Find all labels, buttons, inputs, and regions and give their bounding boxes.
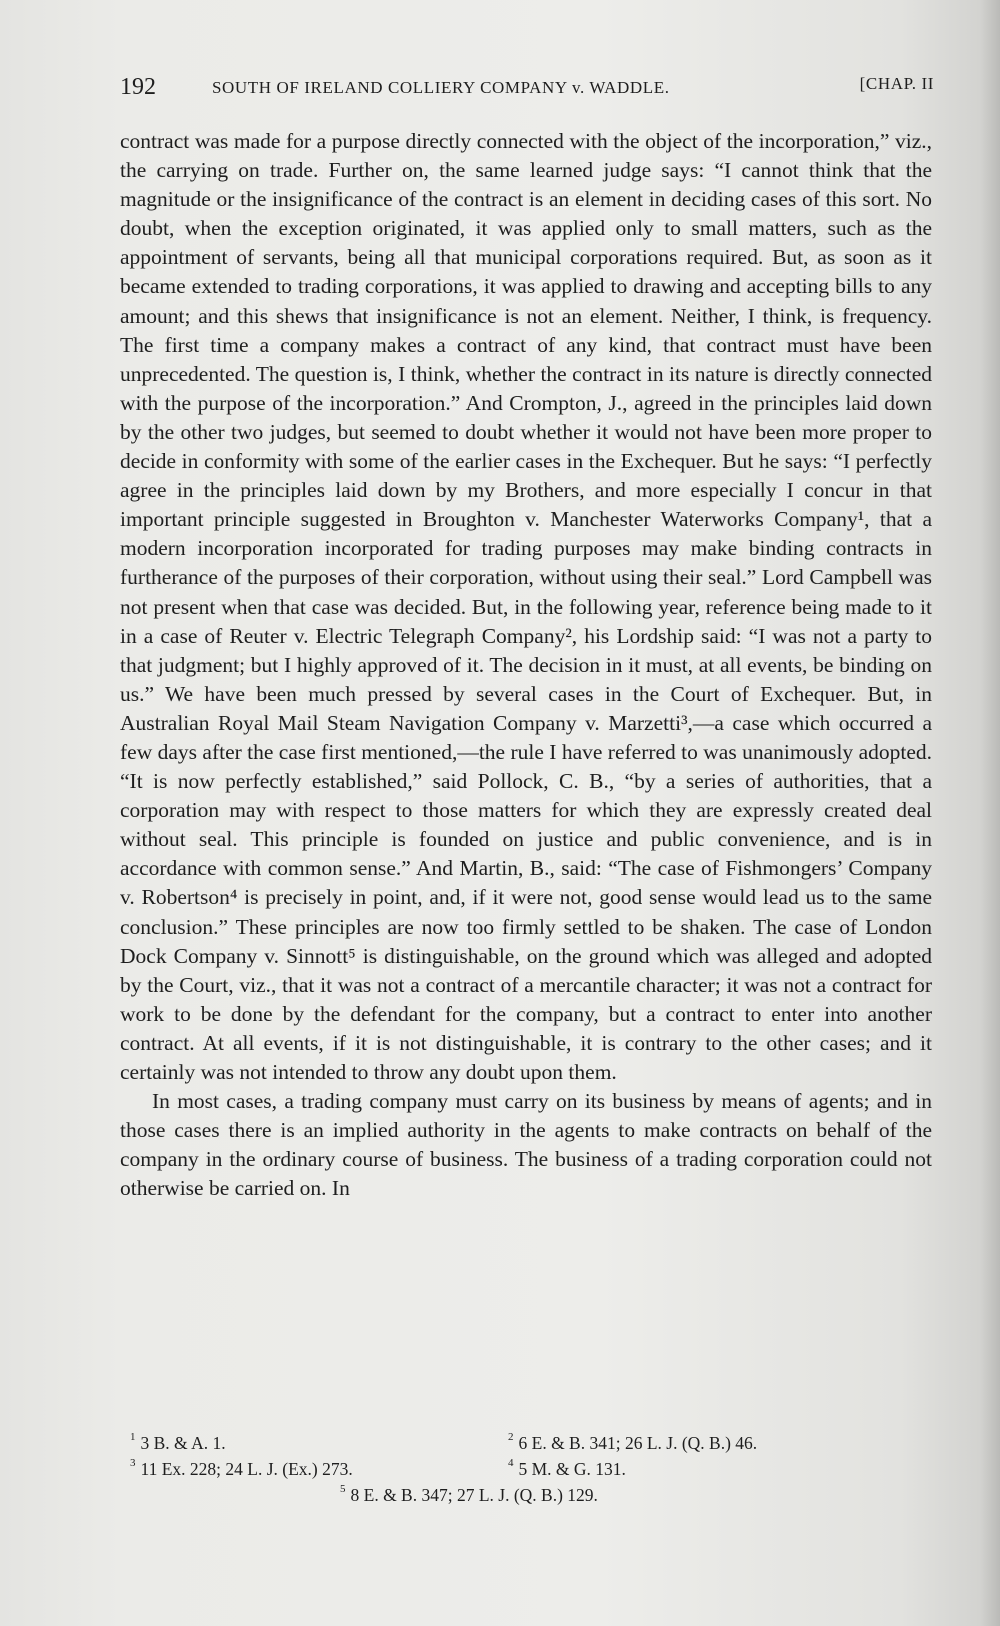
footnote-text: 3 B. & A. 1. [140, 1432, 226, 1453]
running-title: SOUTH OF IRELAND COLLIERY COMPANY v. WADDLE. [212, 78, 670, 97]
footnote-row [130, 1426, 930, 1452]
footnote-5 [340, 1478, 598, 1508]
footnote-row [130, 1478, 930, 1504]
paragraph-1: contract was made for a purpose directly connected with the object of the incorporation,” viz., the carrying on trade. Further on, the same learned judge says: “I cannot think that the magnitude or the insignificance of the contract is an element in deciding cases of this sort. No doubt, when the exception originated, it was applied only to small matters, such as the appointment of servants, being all that municipal corporations required. But, as soon as it became extended to trading corporations, it was applied to drawing and accepting bills to any amount; and this shews that insignificance is not an element. Neither, I think, is frequency. The first time a company makes a contract of any kind, that contract must have been unprecedented. The question is, I think, whether the contract in its nature is directly connected with the purpose of the incorporation.” And Crompton, J., agreed in the principles laid down by the other two judges, but seemed to doubt whether it would not have been more proper to decide in conformity with some of the earlier cases in the Exchequer. But he says: “I perfectly agree in the principles laid down by my Brothers, and more especially I concur in that important principle suggested in Broughton v. Manchester Waterworks Company¹, that a modern incorporation incorporated for trading purposes may make binding contracts in furtherance of the purposes of their corporation, without using their seal.” Lord Campbell was not present when that case was decided. But, in the following year, reference being made to it in a case of Reuter v. Electric Telegraph Company², his Lordship said: “I was not a party to that judgment; but I highly approved of it. The decision in it must, at all events, be binding on us.” We have been much pressed by several cases in the Court of Exchequer. But, in Australian Royal Mail Steam Navigation Company v. Marzetti³,—a case which occurred a few days after the case first mentioned,—the rule I have referred to was unanimously adopted. “It is now perfectly established,” said Pollock, C. B., “by a series of authorities, that a corporation may with respect to those matters for which they are expressly created deal without seal. This principle is founded on justice and public convenience, and is in accordance with common sense.” And Martin, B., said: “The case of Fishmongers’ Company v. Robertson⁴ is precisely in point, and, if it were not, good sense would lead us to the same conclusion.” These principles are now too firmly settled to be shaken. The case of London Dock Company v. Sinnott⁵ is distinguishable, on the ground which was alleged and adopted by the Court, viz., that it was not a contract of a mercantile character; it was not a contract for work to be done by the defendant for the company, but a contract to enter into another contract. At all events, if it is not distinguishable, it is contrary to the other cases; and it certainly was not intended to throw any doubt upon them. [120, 129, 932, 1084]
footnote-mark: 1 [130, 1431, 136, 1443]
main-text [120, 127, 932, 1203]
footnote-text: 8 E. & B. 347; 27 L. J. (Q. B.) 129. [350, 1484, 598, 1505]
footnote-text: 6 E. & B. 341; 26 L. J. (Q. B.) 46. [518, 1432, 758, 1453]
footnote-mark: 2 [508, 1431, 514, 1443]
paragraph-2: In most cases, a trading company must carry on its business by means of agents; and in those cases there is an implied authority in the agents to make contracts on behalf of the company in the ordinary course of business. The business of a trading corporation could not otherwise be carried on. In [120, 1089, 932, 1201]
footnote-mark: 3 [130, 1457, 136, 1469]
footnotes [130, 1426, 930, 1504]
footnote-text: 11 Ex. 228; 24 L. J. (Ex.) 273. [140, 1458, 353, 1479]
chapter-reference: [CHAP. II [859, 74, 934, 93]
page-number: 192 [120, 74, 156, 100]
page-edge-shadow [980, 0, 1000, 1626]
footnote-mark: 4 [508, 1457, 514, 1469]
footnote-text: 5 M. & G. 131. [518, 1458, 626, 1479]
footnote-mark: 5 [340, 1483, 346, 1495]
footnote-row [130, 1452, 930, 1478]
page-header [120, 74, 940, 114]
